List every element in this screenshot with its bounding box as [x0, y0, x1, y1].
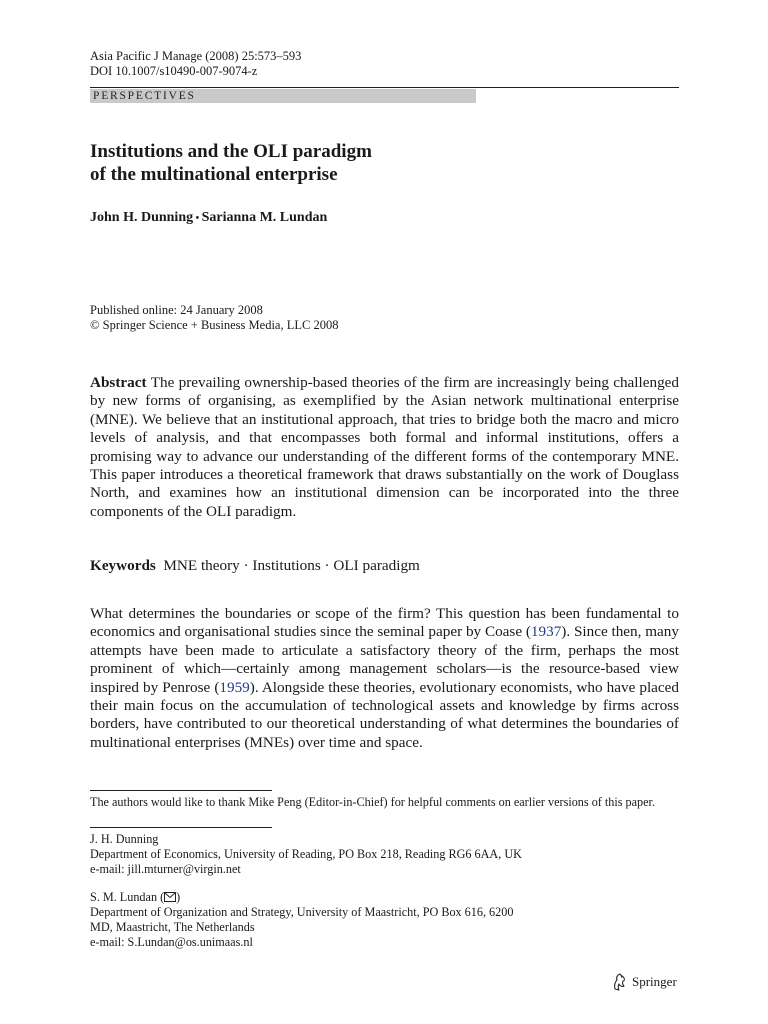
title-line-2: of the multinational enterprise: [90, 164, 338, 185]
author-1-name: J. H. Dunning: [90, 832, 159, 846]
author-1: John H. Dunning: [90, 210, 194, 225]
author-2-name-line: [90, 890, 690, 906]
header-rule: [90, 87, 679, 88]
section-label: PERSPECTIVES: [90, 89, 476, 103]
body-text-part-3: ). Alongside these theories, evolutionary economists, who have placed their main focus on the accumulation of technological assets and knowledge by firms across borders, have contributed to our theoretical understanding of what determines the boundaries of multinational enterprises (MNEs) over time and space.: [90, 678, 679, 751]
author-2-department-line-2: MD, Maastricht, The Netherlands: [90, 920, 255, 934]
author-list: [90, 210, 327, 226]
springer-logo: [612, 973, 677, 991]
keywords-label: Keywords: [90, 557, 156, 574]
copyright-line: © Springer Science + Business Media, LLC 2008: [90, 318, 339, 332]
body-text-part-2: ). Since then, many attempts have been made to articulate a satisfactory theory of the firm, perhaps the most prominent of which—certainly among management scholars—is the resource-based view inspired by Penrose (: [90, 623, 679, 696]
body-paragraph: [90, 605, 679, 752]
citation-coase-link[interactable]: 1937: [530, 623, 562, 641]
doi-line: DOI 10.1007/s10490-007-9074-z: [90, 64, 258, 78]
author-2: Sarianna M. Lundan: [201, 210, 328, 225]
affiliation-rule: [90, 827, 272, 828]
author-2-name: S. M. Lundan (: [90, 890, 165, 904]
envelope-icon[interactable]: [164, 891, 176, 906]
author-1-department: Department of Economics, University of Reading, PO Box 218, Reading RG6 6AA, UK: [90, 847, 522, 861]
author-1-email[interactable]: e-mail: jill.mturner@virgin.net: [90, 862, 241, 876]
author-2-department-line-1: Department of Organization and Strategy, University of Maastricht, PO Box 616, 6200: [90, 905, 514, 919]
author-2-email[interactable]: e-mail: S.Lundan@os.unimaas.nl: [90, 935, 253, 949]
springer-horse-icon: [612, 973, 628, 991]
published-date: Published online: 24 January 2008: [90, 303, 263, 317]
body-text-part-1: What determines the boundaries or scope of the firm? This question has been fundamental to economics and organisational studies since the seminal paper by Coase (: [90, 605, 679, 641]
footnote-rule: [90, 790, 272, 791]
author-2-name-close: ): [176, 890, 181, 904]
keywords: [90, 557, 679, 575]
acknowledgement-footnote: The authors would like to thank Mike Peng (Editor-in-Chief) for helpful comments on earlier versions of this paper.: [90, 795, 655, 809]
abstract-label: Abstract: [90, 374, 147, 391]
citation-penrose-link[interactable]: 1959: [219, 678, 250, 696]
journal-citation: Asia Pacific J Manage (2008) 25:573–593: [90, 49, 302, 63]
abstract: [90, 374, 679, 521]
springer-name: Springer: [632, 974, 677, 989]
keywords-text: MNE theory · Institutions · OLI paradigm: [163, 557, 420, 574]
article-title: [90, 140, 650, 186]
abstract-text: The prevailing ownership-based theories of the firm are increasingly being challenged by new forms of organising, as exemplified by the Asian network multinational enterprise (MNE). We believe that an institutional approach, that tries to bridge both the macro and micro levels of analysis, and that encompasses both formal and informal institutions, offers a promising way to advance our understanding of the different forms of the contemporary MNE. This paper introduces a theoretical framework that draws substantially on the work of Douglass North, and examines how an institutional dimension can be incorporated into the three components of the OLI paradigm.: [90, 374, 680, 520]
title-line-1: Institutions and the OLI paradigm: [90, 141, 372, 162]
author-separator: •: [193, 213, 202, 224]
